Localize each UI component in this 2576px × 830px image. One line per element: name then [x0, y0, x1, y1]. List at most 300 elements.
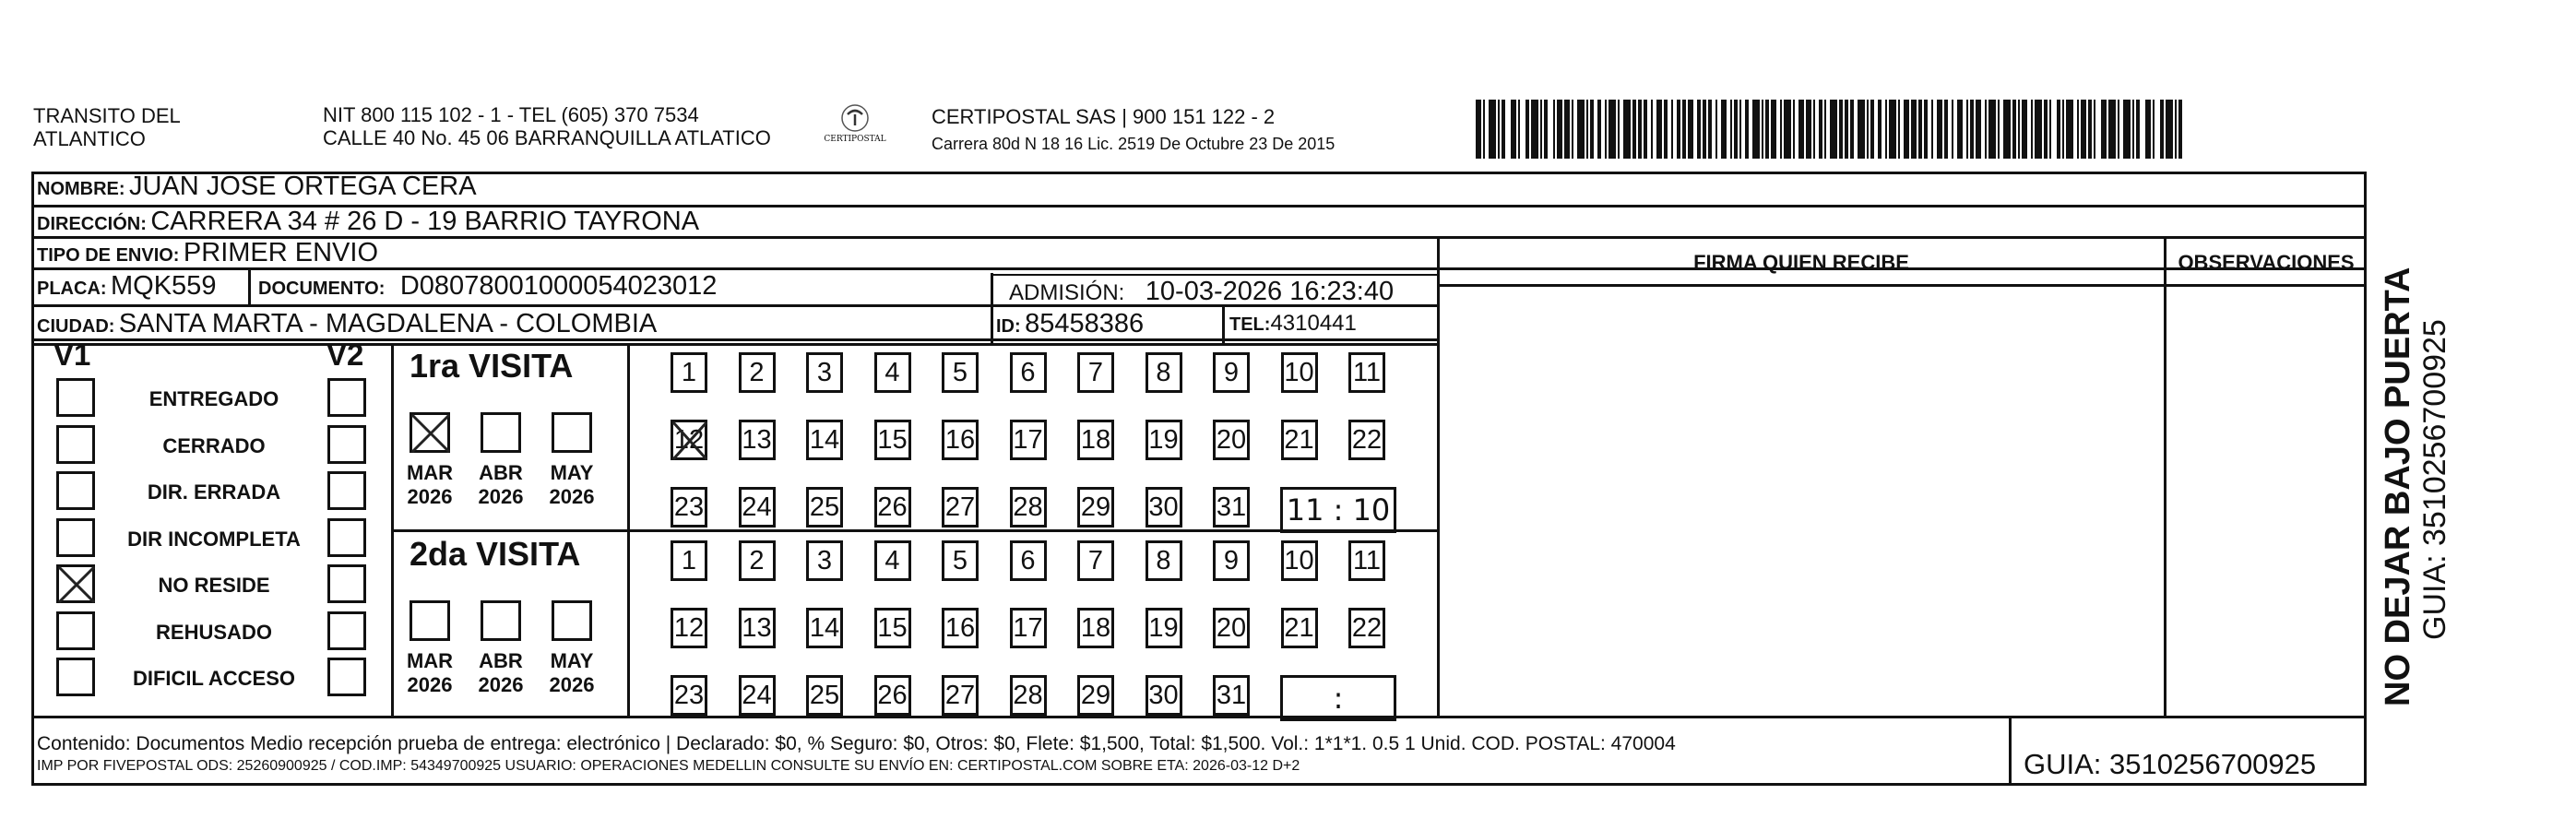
month-checkbox[interactable] — [410, 600, 450, 641]
day-box[interactable]: 13 — [739, 420, 776, 460]
barcode-bar — [1941, 100, 1942, 159]
barcode-bar — [1852, 100, 1854, 159]
barcode-bar — [1514, 100, 1516, 159]
barcode-bar — [2178, 100, 2180, 159]
v1-checkbox[interactable] — [56, 611, 95, 650]
barcode-bar — [1736, 100, 1738, 159]
month-checkbox[interactable] — [552, 600, 592, 641]
day-box[interactable]: 26 — [874, 675, 911, 716]
month-label — [402, 461, 457, 509]
barcode-bar — [1666, 100, 1668, 159]
barcode-bar — [1479, 100, 1481, 159]
day-box[interactable]: 1 — [671, 540, 707, 581]
company-line: CERTIPOSTAL SAS | 900 151 122 - 2 — [932, 105, 1276, 128]
license-line: Carrera 80d N 18 16 Lic. 2519 De Octubre 23 De 2015 — [932, 135, 1335, 153]
v1-checkbox[interactable] — [56, 378, 95, 417]
v1-checkbox[interactable] — [56, 425, 95, 464]
barcode-bar — [1845, 100, 1848, 159]
barcode-bar — [2162, 100, 2164, 159]
status-label: NO RESIDE — [158, 574, 270, 597]
barcode-bar — [1907, 100, 1909, 159]
barcode-bar — [1988, 100, 1990, 159]
barcode-bar — [1503, 100, 1505, 159]
month-year: 2026 — [407, 673, 453, 696]
barcode-bar — [2081, 100, 2084, 159]
month-label — [473, 461, 528, 509]
day-box[interactable]: 9 — [1213, 352, 1250, 393]
barcode-bar — [1710, 100, 1712, 159]
status-label: ENTREGADO — [148, 387, 279, 410]
check-x-mark-icon — [55, 563, 98, 606]
day-box[interactable]: 17 — [1010, 608, 1047, 648]
barcode-bar — [1952, 100, 1953, 159]
status-label: CERRADO — [162, 433, 266, 457]
barcode-bar — [2040, 100, 2042, 159]
barcode-bar — [1806, 100, 1808, 159]
barcode-bar — [1850, 100, 1852, 159]
barcode-bar — [1944, 100, 1946, 159]
day-box[interactable]: 2 — [739, 540, 776, 581]
tipo-envio-label: TIPO DE ENVIO: — [37, 245, 180, 266]
barcode-bar — [1765, 100, 1767, 159]
month-name: MAY — [550, 649, 594, 672]
day-box[interactable]: 3 — [806, 540, 843, 581]
barcode-bar — [1692, 100, 1693, 159]
barcode-bar — [1939, 100, 1941, 159]
barcode-bar — [1489, 100, 1490, 159]
day-box[interactable]: 30 — [1146, 487, 1182, 528]
barcode-bar — [1798, 100, 1800, 159]
day-box[interactable]: 30 — [1146, 675, 1182, 716]
tel-field — [1229, 304, 1357, 346]
barcode-bar — [1819, 100, 1821, 159]
day-box[interactable]: 19 — [1146, 608, 1182, 648]
barcode-bar — [1972, 100, 1974, 159]
barcode-bar — [1586, 100, 1588, 159]
barcode-bar — [1572, 100, 1573, 159]
day-box[interactable]: 10 — [1281, 540, 1318, 581]
day-box[interactable]: 14 — [806, 420, 843, 460]
contents-line: Contenido: Documentos Medio recepción prueba de entrega: electrónico | Declarado: $0, % Seguro: $0, Otros: $0, Flete: $1,500, Total: $1,500. Vol.: 1*1*1. 0.5 1 Unid. COD. POSTAL: 470004 — [37, 733, 1676, 754]
day-box[interactable]: 31 — [1213, 487, 1250, 528]
barcode-bar — [1592, 100, 1594, 159]
barcode-bar — [1618, 100, 1620, 159]
month-checkbox[interactable] — [552, 412, 592, 453]
barcode-bar — [2090, 100, 2092, 159]
day-box[interactable]: 26 — [874, 487, 911, 528]
status-label: DIFICIL ACCESO — [132, 667, 295, 690]
barcode-bar — [1745, 100, 1747, 159]
day-box[interactable]: 23 — [671, 487, 707, 528]
print-info-line: IMP POR FIVEPOSTAL ODS: 25260900925 / COD.IMP: 54349700925 USUARIO: OPERACIONES MEDELLIN CONSULTE SU ENVÍO EN: CERTIPOSTAL.COM SOBRE ETA: 2026-03-12 D+2 — [37, 758, 1300, 774]
rule — [2164, 236, 2166, 716]
tel-value: 4310441 — [1270, 311, 1357, 336]
month-year: 2026 — [407, 485, 453, 508]
v2-checkbox[interactable] — [327, 564, 366, 603]
barcode-bar — [1498, 100, 1500, 159]
barcode-bar — [1754, 100, 1756, 159]
month-label — [402, 649, 457, 697]
barcode-bar — [1841, 100, 1843, 159]
documento-value: D08078001000054023012 — [399, 271, 718, 301]
rule — [2009, 716, 2012, 786]
side-warning: NO DEJAR BAJO PUERTA — [2379, 267, 2417, 706]
barcode-bar — [1651, 100, 1653, 159]
v1-checkbox[interactable] — [56, 471, 95, 510]
barcode-bar — [1723, 100, 1725, 159]
barcode-bar — [2046, 100, 2048, 159]
barcode-bar — [1977, 100, 1981, 159]
barcode-bar — [1568, 100, 1570, 159]
day-box[interactable]: 20 — [1213, 608, 1250, 648]
barcode-bar — [1793, 100, 1795, 159]
barcode-bar — [1924, 100, 1926, 159]
day-box[interactable]: 5 — [942, 352, 979, 393]
signature-area[interactable] — [1441, 286, 2164, 714]
barcode-bar — [1513, 100, 1514, 159]
barcode-bar — [2018, 100, 2020, 159]
barcode-bar — [1697, 100, 1701, 159]
v2-checkbox[interactable] — [327, 378, 366, 417]
month-year: 2026 — [549, 673, 595, 696]
barcode-bar — [1721, 100, 1723, 159]
barcode-bar — [1918, 100, 1922, 159]
day-box[interactable]: 6 — [1010, 540, 1047, 581]
barcode-bar — [2167, 100, 2169, 159]
documento-label: DOCUMENTO: — [258, 279, 386, 299]
barcode-bar — [2057, 100, 2059, 159]
barcode-bar — [1527, 100, 1529, 159]
v2-header: V2 — [326, 338, 364, 372]
month-year: 2026 — [549, 485, 595, 508]
barcode-bar — [1553, 100, 1555, 159]
barcode-bar — [1533, 100, 1535, 159]
barcode-bar — [1904, 100, 1907, 159]
tel-label: TEL: — [1229, 314, 1271, 335]
day-box[interactable]: 24 — [739, 487, 776, 528]
observaciones-header: OBSERVACIONES — [2178, 251, 2355, 274]
barcode-bar — [1867, 100, 1869, 159]
barcode-bar — [1786, 100, 1789, 159]
barcode-bar — [1679, 100, 1680, 159]
barcode-bar — [1810, 100, 1811, 159]
barcode-bar — [1525, 100, 1527, 159]
month-label — [544, 461, 599, 509]
barcode-bar — [1490, 100, 1494, 159]
rule — [627, 343, 630, 716]
barcode-bar — [2005, 100, 2007, 159]
barcode-bar — [2147, 100, 2149, 159]
month-year: 2026 — [478, 673, 524, 696]
direccion-label: DIRECCIÓN: — [37, 214, 147, 234]
day-box[interactable]: 13 — [739, 608, 776, 648]
time-box[interactable] — [1280, 487, 1396, 533]
barcode-bar — [1893, 100, 1894, 159]
v1-checkbox[interactable] — [56, 564, 95, 603]
v2-checkbox[interactable] — [327, 658, 366, 696]
barcode-bar — [2036, 100, 2040, 159]
day-box[interactable]: 12 — [671, 420, 707, 460]
barcode-bar — [1638, 100, 1642, 159]
barcode-bar — [1898, 100, 1900, 159]
barcode-bar — [1476, 100, 1479, 159]
barcode-bar — [1511, 100, 1513, 159]
day-box[interactable]: 16 — [942, 420, 979, 460]
barcode-bar — [1863, 100, 1865, 159]
barcode-bar — [2123, 100, 2125, 159]
day-box[interactable]: 27 — [942, 675, 979, 716]
firma-header: FIRMA QUIEN RECIBE — [1693, 251, 1909, 274]
barcode-bar — [1789, 100, 1791, 159]
day-box[interactable]: 22 — [1348, 420, 1385, 460]
v2-checkbox[interactable] — [327, 611, 366, 650]
day-box[interactable]: 5 — [942, 540, 979, 581]
barcode-bar — [2132, 100, 2134, 159]
day-box[interactable]: 16 — [942, 608, 979, 648]
barcode-bar — [1634, 100, 1636, 159]
day-box[interactable]: 4 — [874, 352, 911, 393]
day-box[interactable]: 19 — [1146, 420, 1182, 460]
barcode-bar — [1609, 100, 1612, 159]
month-checkbox[interactable] — [481, 412, 521, 453]
barcode-bar — [1915, 100, 1917, 159]
v1-checkbox[interactable] — [56, 658, 95, 696]
month-checkbox[interactable] — [410, 412, 450, 453]
barcode-bar — [2084, 100, 2086, 159]
day-box[interactable]: 8 — [1146, 540, 1182, 581]
barcode-bar — [1629, 100, 1631, 159]
observations-area[interactable] — [2167, 286, 2365, 714]
day-box[interactable]: 24 — [739, 675, 776, 716]
barcode-bar — [1708, 100, 1710, 159]
barcode-bar — [1859, 100, 1863, 159]
barcode-bar — [1834, 100, 1835, 159]
barcode-bar — [1583, 100, 1585, 159]
barcode-bar — [2007, 100, 2011, 159]
day-box[interactable]: 21 — [1281, 420, 1318, 460]
day-box[interactable]: 9 — [1213, 540, 1250, 581]
day-box[interactable]: 20 — [1213, 420, 1250, 460]
barcode-bar — [1747, 100, 1749, 159]
barcode-bar — [1540, 100, 1542, 159]
day-box[interactable]: 29 — [1077, 487, 1114, 528]
barcode-bar — [1623, 100, 1627, 159]
barcode-bar — [1577, 100, 1579, 159]
issuer-line-2: ATLANTICO — [33, 127, 146, 150]
day-box[interactable]: 7 — [1077, 352, 1114, 393]
barcode-bar — [2012, 100, 2014, 159]
barcode-bar — [1894, 100, 1896, 159]
day-box[interactable]: 11 — [1348, 352, 1385, 393]
day-box[interactable]: 22 — [1348, 608, 1385, 648]
month-year: 2026 — [478, 485, 524, 508]
barcode-bar — [2180, 100, 2182, 159]
barcode-bar — [1821, 100, 1822, 159]
barcode-bar — [1599, 100, 1601, 159]
barcode-bar — [1627, 100, 1629, 159]
day-box[interactable]: 27 — [942, 487, 979, 528]
barcode-bar — [2125, 100, 2129, 159]
barcode-bar — [1985, 100, 1987, 159]
day-box[interactable]: 14 — [806, 608, 843, 648]
barcode-bar — [1970, 100, 1972, 159]
barcode-bar — [1911, 100, 1913, 159]
day-box[interactable]: 18 — [1077, 608, 1114, 648]
barcode-bar — [1808, 100, 1810, 159]
time-value: : — [1333, 681, 1344, 716]
barcode-bar — [1966, 100, 1968, 159]
direccion-value: CARRERA 34 # 26 D - 19 BARRIO TAYRONA — [150, 207, 700, 236]
barcode-bar — [1715, 100, 1717, 159]
barcode-bar — [1780, 100, 1782, 159]
ciudad-label: CIUDAD: — [37, 316, 115, 337]
barcode-bar — [1961, 100, 1963, 159]
barcode-bar — [1739, 100, 1741, 159]
barcode-bar — [1813, 100, 1815, 159]
barcode-bar — [1800, 100, 1804, 159]
barcode-bar — [1830, 100, 1834, 159]
day-box[interactable]: 12 — [671, 608, 707, 648]
barcode-bar — [1559, 100, 1561, 159]
barcode-bar — [1784, 100, 1786, 159]
barcode-bar — [1771, 100, 1775, 159]
barcode-bar — [2059, 100, 2060, 159]
placa-value: MQK559 — [111, 271, 217, 301]
barcode-bar — [1612, 100, 1614, 159]
barcode-bar — [2138, 100, 2140, 159]
issuer-contact — [323, 103, 771, 149]
barcode-bar — [1671, 100, 1673, 159]
barcode-bar — [2149, 100, 2151, 159]
day-box[interactable]: 29 — [1077, 675, 1114, 716]
barcode-bar — [1632, 100, 1634, 159]
day-box[interactable]: 11 — [1348, 540, 1385, 581]
barcode-bar — [1835, 100, 1837, 159]
rule — [1437, 236, 1440, 716]
day-box[interactable]: 10 — [1281, 352, 1318, 393]
barcode-bar — [2136, 100, 2138, 159]
barcode-bar — [2153, 100, 2155, 159]
barcode-bar — [2070, 100, 2071, 159]
barcode-bar — [1878, 100, 1880, 159]
day-box[interactable]: 25 — [806, 487, 843, 528]
admision-value: 10-03-2026 16:23:40 — [1145, 277, 1395, 306]
day-box[interactable]: 25 — [806, 675, 843, 716]
barcode-bar — [2035, 100, 2036, 159]
status-label: DIR. ERRADA — [147, 480, 281, 504]
day-box[interactable]: 1 — [671, 352, 707, 393]
barcode-bar — [1931, 100, 1933, 159]
check-x-mark-icon — [409, 411, 453, 456]
barcode-bar — [2108, 100, 2110, 159]
footer-guide-number: GUIA: 3510256700925 — [2024, 748, 2317, 780]
barcode-bar — [1664, 100, 1666, 159]
status-label: DIR INCOMPLETA — [127, 527, 301, 551]
month-name: MAR — [406, 649, 454, 672]
barcode-bar — [1658, 100, 1660, 159]
rule — [31, 716, 2367, 718]
barcode-bar — [2014, 100, 2016, 159]
visit-title: 1ra VISITA — [410, 347, 574, 385]
barcode-bar — [2003, 100, 2005, 159]
barcode-bar — [1590, 100, 1592, 159]
barcode-bar — [2062, 100, 2064, 159]
barcode-bar — [2101, 100, 2103, 159]
v2-checkbox[interactable] — [327, 471, 366, 510]
nombre-label: NOMBRE: — [37, 179, 125, 199]
day-box[interactable]: 21 — [1281, 608, 1318, 648]
month-label — [473, 649, 528, 697]
v2-checkbox[interactable] — [327, 518, 366, 557]
barcode-bar — [1767, 100, 1769, 159]
barcode-bar — [1557, 100, 1559, 159]
day-box[interactable]: 17 — [1010, 420, 1047, 460]
day-box[interactable]: 15 — [874, 420, 911, 460]
barcode-bar — [1937, 100, 1939, 159]
visit-title: 2da VISITA — [410, 535, 581, 573]
v1-checkbox[interactable] — [56, 518, 95, 557]
id-value: 85458386 — [1025, 309, 1145, 338]
barcode-bar — [1957, 100, 1959, 159]
barcode-bar — [2031, 100, 2033, 159]
check-x-mark-icon — [670, 419, 710, 463]
day-box[interactable]: 28 — [1010, 487, 1047, 528]
barcode-bar — [1730, 100, 1732, 159]
rule — [991, 273, 993, 306]
barcode-bar — [1959, 100, 1961, 159]
barcode-bar — [1561, 100, 1562, 159]
barcode-bar — [1998, 100, 2000, 159]
barcode-bar — [1775, 100, 1776, 159]
rule — [991, 304, 993, 343]
barcode-bar — [1752, 100, 1754, 159]
logo-icon — [816, 101, 894, 155]
barcode-bar — [2145, 100, 2147, 159]
month-checkbox[interactable] — [481, 600, 521, 641]
day-box[interactable]: 8 — [1146, 352, 1182, 393]
barcode-bar — [1677, 100, 1679, 159]
barcode-bar — [1682, 100, 1686, 159]
day-box[interactable]: 2 — [739, 352, 776, 393]
day-box[interactable]: 28 — [1010, 675, 1047, 716]
day-box[interactable]: 3 — [806, 352, 843, 393]
barcode-bar — [1703, 100, 1704, 159]
day-box[interactable]: 7 — [1077, 540, 1114, 581]
barcode-bar — [1926, 100, 1928, 159]
day-box[interactable]: 15 — [874, 608, 911, 648]
barcode-bar — [1605, 100, 1607, 159]
barcode-bar — [2160, 100, 2162, 159]
day-box[interactable]: 4 — [874, 540, 911, 581]
barcode-bar — [2049, 100, 2051, 159]
barcode-bar — [2077, 100, 2079, 159]
barcode-bar — [1762, 100, 1763, 159]
barcode-bar — [1656, 100, 1658, 159]
v2-checkbox[interactable] — [327, 425, 366, 464]
barcode-bar — [1690, 100, 1692, 159]
time-box[interactable] — [1280, 675, 1396, 721]
barcode-bar — [1756, 100, 1760, 159]
day-box[interactable]: 6 — [1010, 352, 1047, 393]
barcode-bar — [1518, 100, 1520, 159]
day-box[interactable]: 31 — [1213, 675, 1250, 716]
day-box[interactable]: 18 — [1077, 420, 1114, 460]
barcode-bar — [1992, 100, 1996, 159]
rule — [391, 343, 394, 716]
barcode-bar — [1870, 100, 1872, 159]
day-box[interactable]: 23 — [671, 675, 707, 716]
barcode-bar — [1889, 100, 1893, 159]
